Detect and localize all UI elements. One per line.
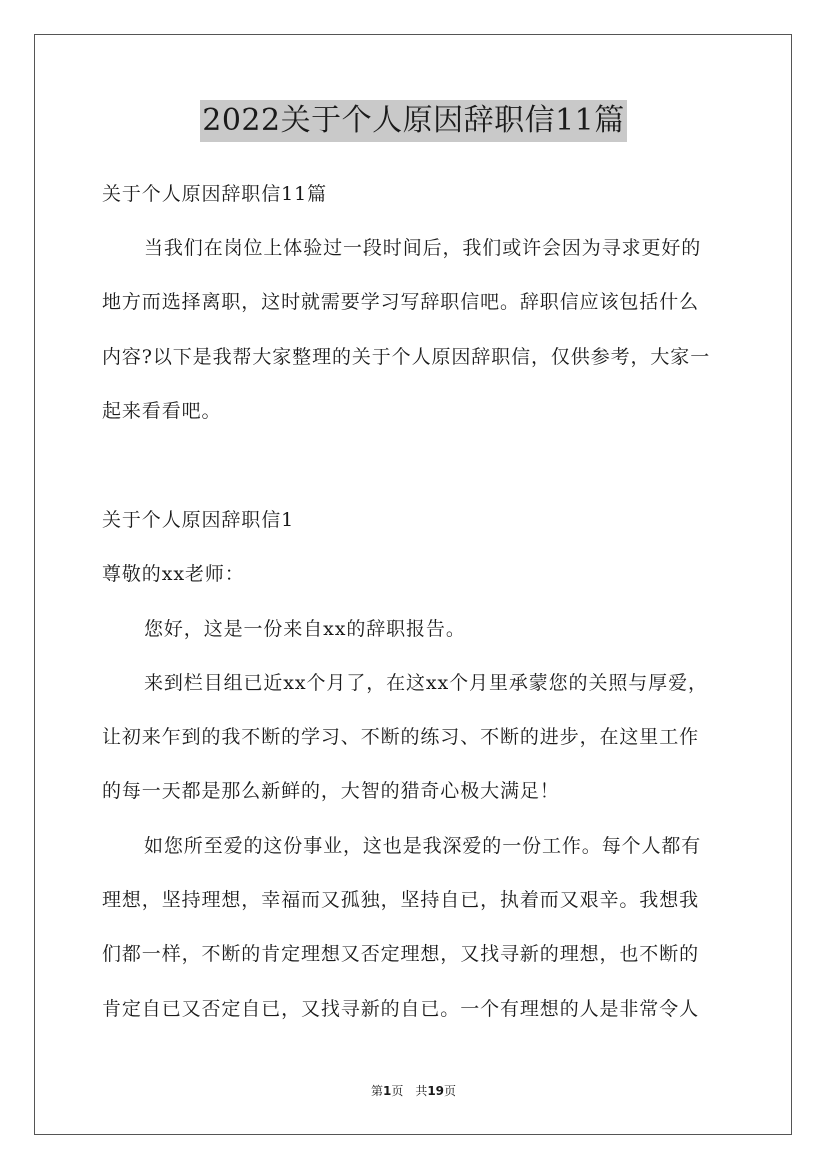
salutation-line: 尊敬的xx老师：	[102, 563, 245, 585]
paragraph-line: 地方而选择离职，这时就需要学习写辞职信吧。辞职信应该包括什么	[102, 291, 700, 313]
paragraph-line: 们都一样，不断的肯定理想又否定理想，又找寻新的理想，也不断的	[102, 943, 700, 965]
footer-suffix: 页	[444, 1084, 457, 1098]
section-heading: 关于个人原因辞职信1	[102, 509, 295, 531]
footer-current-page: 1	[382, 1084, 392, 1098]
paragraph-line: 如您所至爱的这份事业，这也是我深爱的一份工作。每个人都有	[144, 835, 702, 857]
paragraph-line: 当我们在岗位上体验过一段时间后，我们或许会因为寻求更好的	[144, 237, 702, 259]
paragraph-line: 肯定自已又否定自已，又找寻新的自已。一个有理想的人是非常令人	[102, 998, 700, 1020]
paragraph-line: 让初来乍到的我不断的学习、不断的练习、不断的进步，在这里工作	[102, 726, 700, 748]
title-container	[0, 100, 827, 142]
footer-total-pages: 19	[427, 1084, 445, 1098]
paragraph-line: 来到栏目组已近xx个月了，在这xx个月里承蒙您的关照与厚爱，	[144, 672, 708, 694]
subtitle-line: 关于个人原因辞职信11篇	[102, 183, 327, 205]
paragraph-line: 理想，坚持理想，幸福而又孤独，坚持自已，执着而又艰辛。我想我	[102, 889, 700, 911]
paragraph-line: 内容?以下是我帮大家整理的关于个人原因辞职信，仅供参考，大家一	[102, 346, 711, 368]
page-footer	[0, 1083, 827, 1099]
footer-middle: 页 共	[391, 1084, 428, 1098]
document-title: 2022关于个人原因辞职信11篇	[200, 100, 627, 142]
footer-prefix: 第	[370, 1084, 383, 1098]
paragraph-line: 您好，这是一份来自xx的辞职报告。	[144, 618, 466, 640]
paragraph-line: 的每一天都是那么新鲜的，大智的猎奇心极大满足！	[102, 780, 560, 802]
paragraph-line: 起来看看吧。	[102, 400, 222, 422]
